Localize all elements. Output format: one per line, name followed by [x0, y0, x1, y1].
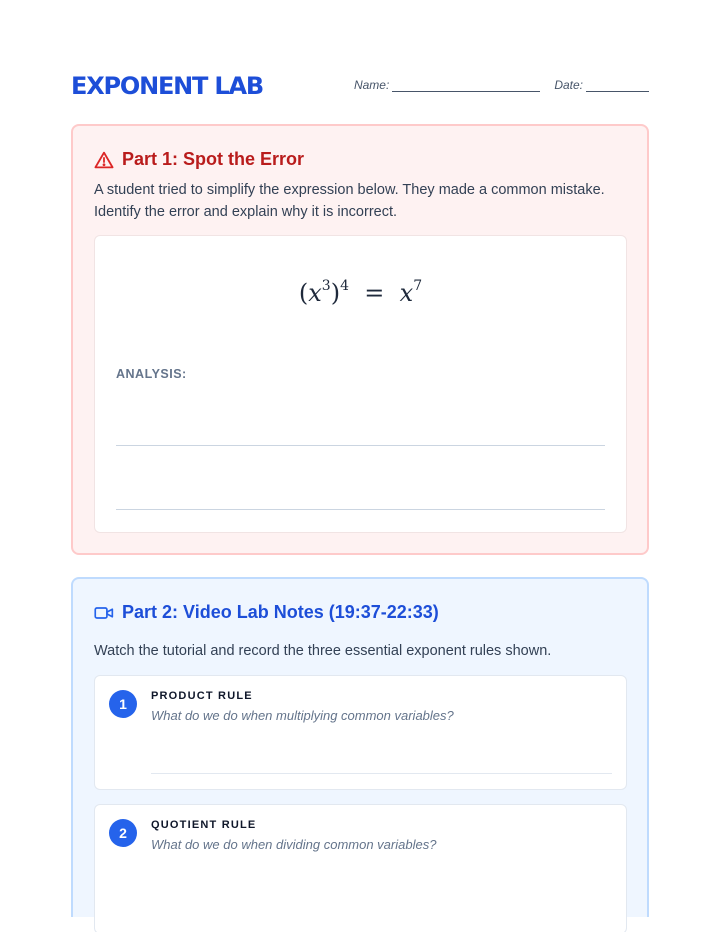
- rule-card-product: [94, 675, 627, 790]
- analysis-label: ANALYSIS:: [116, 367, 187, 381]
- rule-number-badge: 1: [109, 690, 137, 718]
- date-blank[interactable]: [586, 80, 649, 92]
- rule-name: PRODUCT RULE: [151, 690, 253, 702]
- part1-heading: [94, 149, 304, 170]
- warning-triangle-icon: [94, 151, 114, 169]
- equation-outer-exponent: 4: [340, 278, 350, 294]
- name-label: Name:: [353, 78, 390, 92]
- equation-base: x: [308, 279, 322, 307]
- spot-error-box: [94, 235, 627, 533]
- part2-description: Watch the tutorial and record the three essential exponent rules shown.: [94, 643, 552, 659]
- rule-question: What do we do when dividing common variables?: [151, 837, 437, 852]
- equation-result-exponent: 7: [413, 278, 423, 294]
- rule-number-badge: 2: [109, 819, 137, 847]
- rule-answer-line[interactable]: [151, 773, 612, 774]
- name-blank[interactable]: [392, 80, 540, 92]
- rule-card-quotient: [94, 804, 627, 932]
- date-label: Date:: [554, 78, 583, 92]
- analysis-answer-line[interactable]: [116, 509, 605, 510]
- video-camera-icon: [94, 606, 114, 620]
- page-title: EXPONENT LAB: [71, 72, 263, 100]
- rule-name: QUOTIENT RULE: [151, 819, 257, 831]
- date-field[interactable]: [554, 78, 649, 92]
- rule-question: What do we do when multiplying common variables?: [151, 708, 454, 723]
- part2-title: Part 2: Video Lab Notes (19:37-22:33): [122, 602, 439, 622]
- equation-result-base: x: [399, 279, 414, 307]
- error-equation: $(x^3)^4 = x^7$: [298, 278, 423, 307]
- name-field[interactable]: [354, 78, 540, 92]
- part1-description: A student tried to simplify the expression below. They made a common mistake. Identify the error and explain why it is incorrect.: [94, 182, 605, 220]
- student-meta: [354, 78, 649, 92]
- equation-inner-exponent: 3: [321, 278, 331, 294]
- part2-card: [71, 577, 649, 917]
- part1-card: [71, 124, 649, 555]
- part1-title: Part 1: Spot the Error: [122, 149, 305, 169]
- part2-heading: [94, 602, 439, 623]
- worksheet-header: [71, 70, 649, 102]
- analysis-answer-line[interactable]: [116, 445, 605, 446]
